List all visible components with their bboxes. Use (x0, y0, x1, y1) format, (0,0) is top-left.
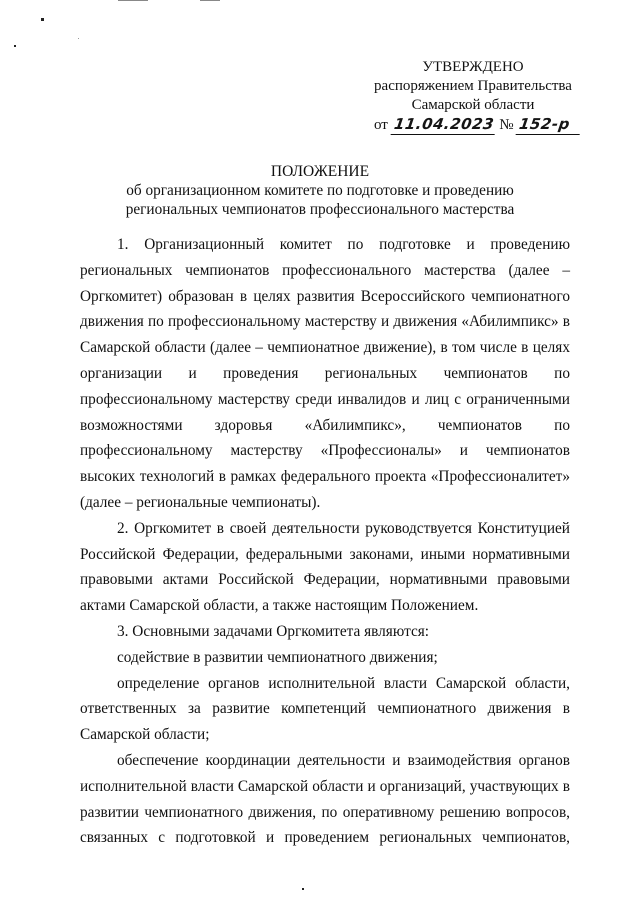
title-subtitle-1: об организационном комитете по подготовке и проведению (126, 182, 514, 199)
scan-artifact-line (200, 0, 220, 1)
document-body (80, 232, 570, 851)
paragraph-5: определение органов исполнительной власти Самарской области, ответственных за развитие компетенций чемпионатного движения в Самарской области; (80, 674, 570, 744)
document-title (60, 162, 580, 219)
date-prefix: от (374, 117, 388, 133)
scan-artifact-dot (78, 38, 79, 39)
title-main: ПОЛОЖЕНИЕ (270, 163, 370, 180)
approval-line-2: Самарской области (411, 97, 535, 113)
paragraph-2: 2. Оргкомитет в своей деятельности руководствуется Конституцией Российской Федерации, федеральными законами, иными нормативными правовыми актами Российской Федерации, нормативными правовыми актами Самарской области, а также настоящим Положением. (80, 519, 570, 615)
scan-artifact-line (118, 0, 148, 1)
title-subtitle-2: региональных чемпионатов профессионального мастерства (125, 201, 515, 218)
approval-line-1: распоряжением Правительства (374, 78, 572, 94)
scan-artifact-dot (41, 18, 44, 21)
handwritten-date: 11.04.2023 (390, 115, 497, 135)
approval-heading: УТВЕРЖДЕНО (422, 59, 524, 75)
paragraph-4: содействие в развитии чемпионатного движения; (117, 648, 438, 666)
scan-artifact-dot (302, 888, 304, 890)
paragraph-1: 1. Организационный комитет по подготовке и проведению региональных чемпионатов профессионального мастерства (далее – Оргкомитет) образован в целях развития Всероссийского чемпионатного движения по профессиональному мастерству и движения «Абилимпикс» в Самарской области (далее – чемпионатное движение), в том числе в целях организации и проведения региональных чемпионатов по профессиональному мастерству среди инвалидов и лиц с ограниченными возможностями здоровья «Абилимпикс», чемпионатов по профессиональному мастерству «Профессионалы» и чемпионатов высоких технологий в рамках федерального проекта «Профессионалитет» (далее – региональные чемпионаты). (80, 236, 570, 511)
scan-artifact-dot (14, 45, 16, 47)
paragraph-3: 3. Основными задачами Оргкомитета являются: (117, 622, 430, 640)
handwritten-number: 152-р (516, 115, 583, 135)
paragraph-6: обеспечение координации деятельности и взаимодействия органов исполнительной власти Самарской области и организаций, участвующих в развитии чемпионатного движения, по оперативному решению вопросов, связанных с подготовкой и проведением региональных чемпионатов, (80, 751, 570, 847)
approval-stamp (368, 58, 578, 135)
approval-date-number-line (368, 115, 578, 135)
number-prefix: № (499, 117, 514, 133)
